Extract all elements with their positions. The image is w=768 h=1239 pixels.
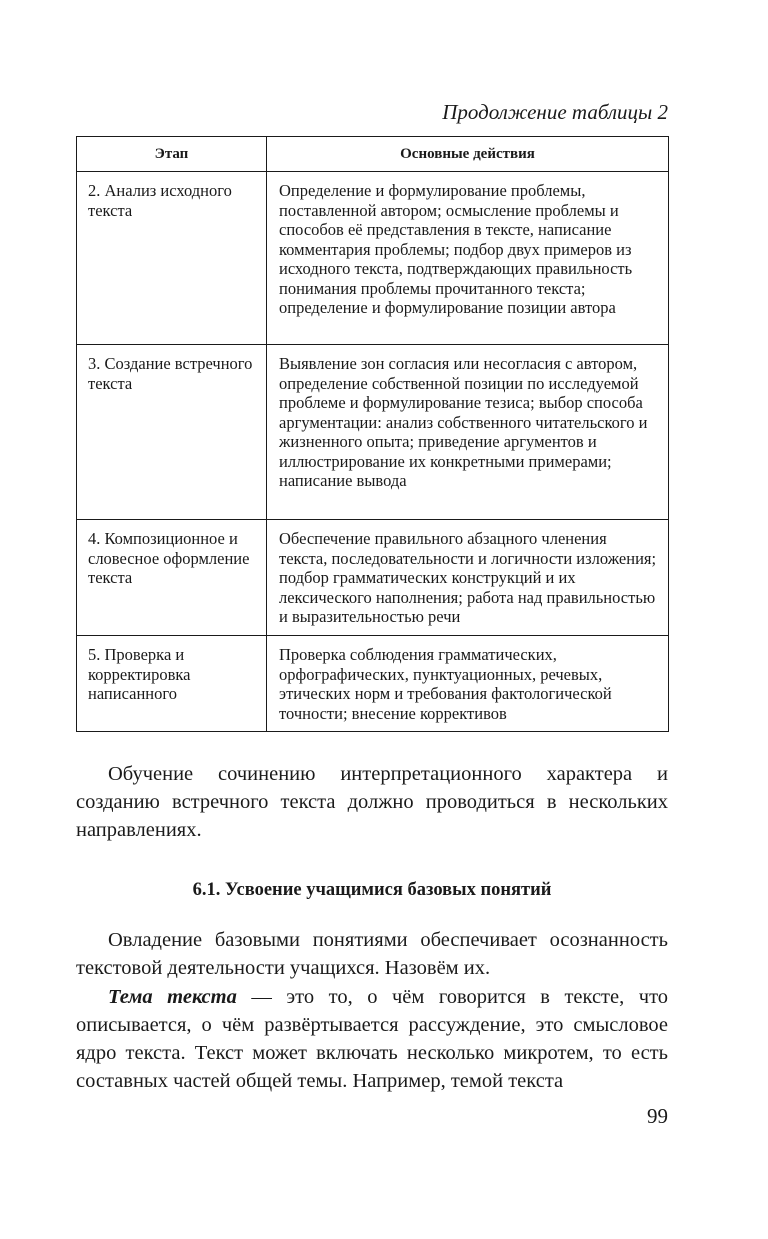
body-paragraph: Овладение базовыми понятиями обеспечивает осознанность текстовой деятельности учащихся. Назовём их. <box>76 929 668 979</box>
actions-cell: Выявление зон согласия или несогласия с автором, определение собственной позиции по исследуемой проблеме и формулирование тезиса; выбор способа аргументации: анализ собственного читательского и жизненного опыта; приведение аргументов и иллюстрирование их конкретными примерами; написание вывода <box>267 345 669 520</box>
definition-paragraph <box>76 983 668 1095</box>
term-highlight: Тема текста <box>108 986 237 1008</box>
table-row <box>77 636 669 732</box>
stage-cell: 5. Проверка и корректировка написанного <box>77 636 267 732</box>
stages-table <box>76 136 669 732</box>
table-row <box>77 520 669 636</box>
section-heading: 6.1. Усвоение учащимися базовых понятий <box>192 880 552 900</box>
page-number: 99 <box>647 1104 668 1128</box>
definition-text: — это то, о чём говорится в тексте, что описывается, о чём развёртывается рассуждение, это смысловое ядро текста. Текст может включать несколько микротем, то есть составных частей общей темы. Например, темой текста <box>76 986 669 1092</box>
stage-cell: 4. Композиционное и словесное оформление текста <box>77 520 267 636</box>
actions-cell: Проверка соблюдения грамматических, орфографических, пунктуационных, речевых, этических норм и требования фактологической точности; внесение коррективов <box>267 636 669 732</box>
stage-cell: 3. Создание встречного текста <box>77 345 267 520</box>
body-paragraph: Обучение сочинению интерпретационного характера и созданию встречного текста должно проводиться в нескольких направлениях. <box>76 763 668 841</box>
table-row <box>77 172 669 345</box>
actions-cell: Обеспечение правильного абзацного членения текста, последовательности и логичности изложения; подбор грамматических конструкций и их лексического наполнения; работа над правильностью и выразительностью речи <box>267 520 669 636</box>
column-header-actions: Основные действия <box>267 137 669 172</box>
actions-cell: Определение и формулирование проблемы, поставленной автором; осмысление проблемы и способов её представления в тексте, написание комментария проблемы; подбор двух примеров из исходного текста, подтверждающих правильность понимания проблемы прочитанного текста; определение и формулирование позиции автора <box>267 172 669 345</box>
table-header-row <box>77 137 669 172</box>
column-header-stage: Этап <box>77 137 267 172</box>
table-row <box>77 345 669 520</box>
table-caption: Продолжение таблицы 2 <box>442 100 668 124</box>
stage-cell: 2. Анализ исходного текста <box>77 172 267 345</box>
